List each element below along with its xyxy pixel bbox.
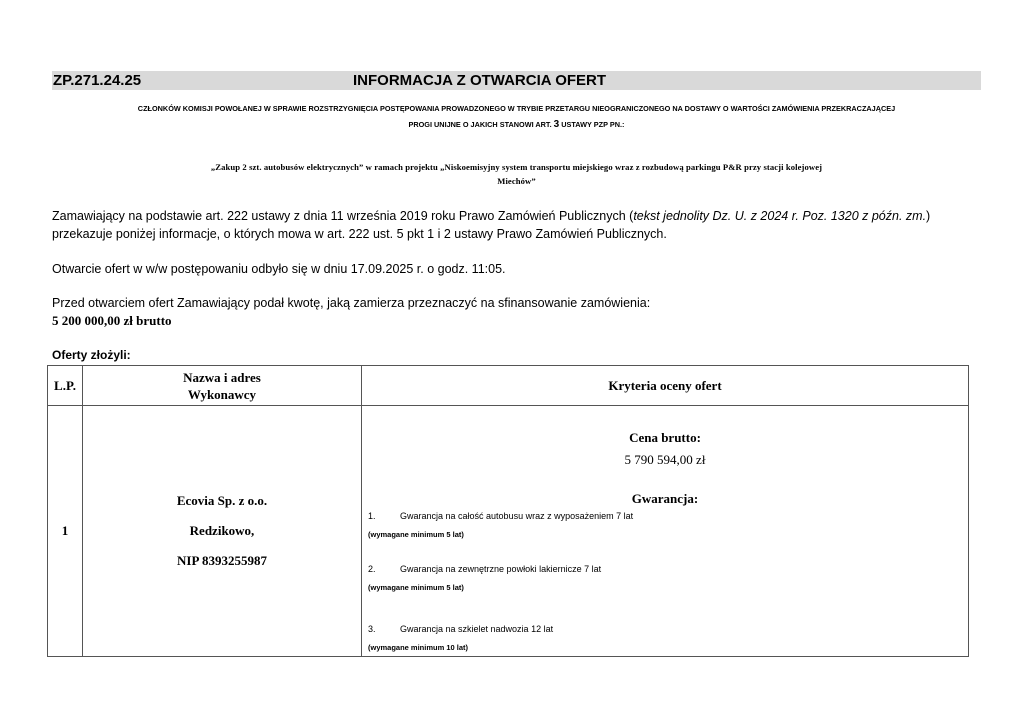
- committee-heading: [52, 101, 981, 133]
- subject-line-1: „Zakup 2 szt. autobusów elektrycznych” w ramach projektu „Niskoemisyjny system transportu miejskiego wraz z rozbudową parkingu P&R przy stacji kolejowej: [210, 162, 823, 172]
- warranty-number: 3.: [368, 624, 376, 634]
- warranty-requirement: (wymagane minimum 5 lat): [368, 530, 464, 539]
- warranty-text: Gwarancja na całość autobusu wraz z wyposażeniem 7 lat: [400, 511, 634, 521]
- contractor-nip: NIP 8393255987: [177, 553, 267, 568]
- price-label: Cena brutto:: [629, 430, 701, 445]
- warranty-label: Gwarancja:: [631, 491, 699, 506]
- committee-line-2b: USTAWY PZP PN.:: [561, 120, 625, 129]
- header-contractor-line-1: Nazwa i adres: [183, 369, 261, 385]
- committee-line-2a: PROGI UNIJNE O JAKICH STANOWI ART.: [408, 120, 552, 129]
- legal-basis-paragraph: [52, 207, 982, 243]
- header-contractor: [83, 366, 362, 406]
- legal-basis-line-2: przekazuje poniżej informacje, o których mowa w art. 222 ust. 5 pkt 1 i 2 ustawy Prawo Zamówień Publicznych.: [52, 227, 667, 241]
- warranty-text: Gwarancja na szkielet nadwozia 12 lat: [400, 624, 554, 634]
- header-criteria: Kryteria oceny ofert: [362, 366, 969, 406]
- legal-basis-close: ): [926, 209, 931, 223]
- price-value: 5 790 594,00 zł: [624, 452, 706, 467]
- warranty-requirement: (wymagane minimum 10 lat): [368, 643, 469, 652]
- header-lp: L.P.: [48, 366, 83, 406]
- warranty-number: 2.: [368, 564, 376, 574]
- warranty-item: [368, 624, 553, 634]
- contractor-city: Redzikowo,: [189, 523, 255, 538]
- warranty-number: 1.: [368, 511, 376, 521]
- warranty-text: Gwarancja na zewnętrzne powłoki lakiernicze 7 lat: [400, 564, 602, 574]
- contractor-name: Ecovia Sp. z o.o.: [176, 493, 268, 508]
- offers-label: Oferty złożyli:: [52, 348, 131, 362]
- row-criteria: [362, 406, 969, 657]
- reference-number: ZP.271.24.25: [53, 72, 142, 89]
- table-header-row: [48, 366, 969, 406]
- header-contractor-line-2: Wykonawcy: [187, 386, 257, 402]
- budget-amount: 5 200 000,00 zł brutto: [52, 313, 172, 328]
- warranty-requirement: (wymagane minimum 5 lat): [368, 583, 464, 592]
- legal-basis-citation: tekst jednolity Dz. U. z 2024 r. Poz. 1320 z późn. zm.: [633, 209, 927, 223]
- procurement-subject: [52, 160, 981, 188]
- legal-basis-text: Zamawiający na podstawie art. 222 ustawy z dnia 11 września 2019 roku Prawo Zamówień Publicznych (: [52, 209, 634, 223]
- offers-table: [47, 365, 969, 657]
- table-row: [48, 406, 969, 657]
- opening-date-paragraph: Otwarcie ofert w w/w postępowaniu odbyło się w dniu 17.09.2025 r. o godz. 11:05.: [52, 262, 506, 276]
- document-title: INFORMACJA Z OTWARCIA OFERT: [353, 72, 607, 89]
- row-lp: 1: [48, 406, 83, 657]
- committee-article-number: 3: [553, 119, 560, 130]
- row-contractor: [83, 406, 362, 657]
- warranty-item: [368, 564, 601, 574]
- subject-line-2: Miechów”: [497, 176, 536, 186]
- committee-line-1: CZŁONKÓW KOMISJI POWOŁANEJ W SPRAWIE ROZSTRZYGNIĘCIA POSTĘPOWANIA PROWADZONEGO W TRYBIE PRZETARGU NIEOGRANICZONEGO NA DOSTAWY O WARTOŚCI ZAMÓWIENIA PRZEKRACZAJĄCEJ: [137, 104, 896, 113]
- committee-line-2: [52, 117, 981, 133]
- budget-paragraph: Przed otwarciem ofert Zamawiający podał kwotę, jaką zamierza przeznaczyć na sfinansowanie zamówienia:: [52, 296, 651, 310]
- warranty-item: [368, 511, 633, 521]
